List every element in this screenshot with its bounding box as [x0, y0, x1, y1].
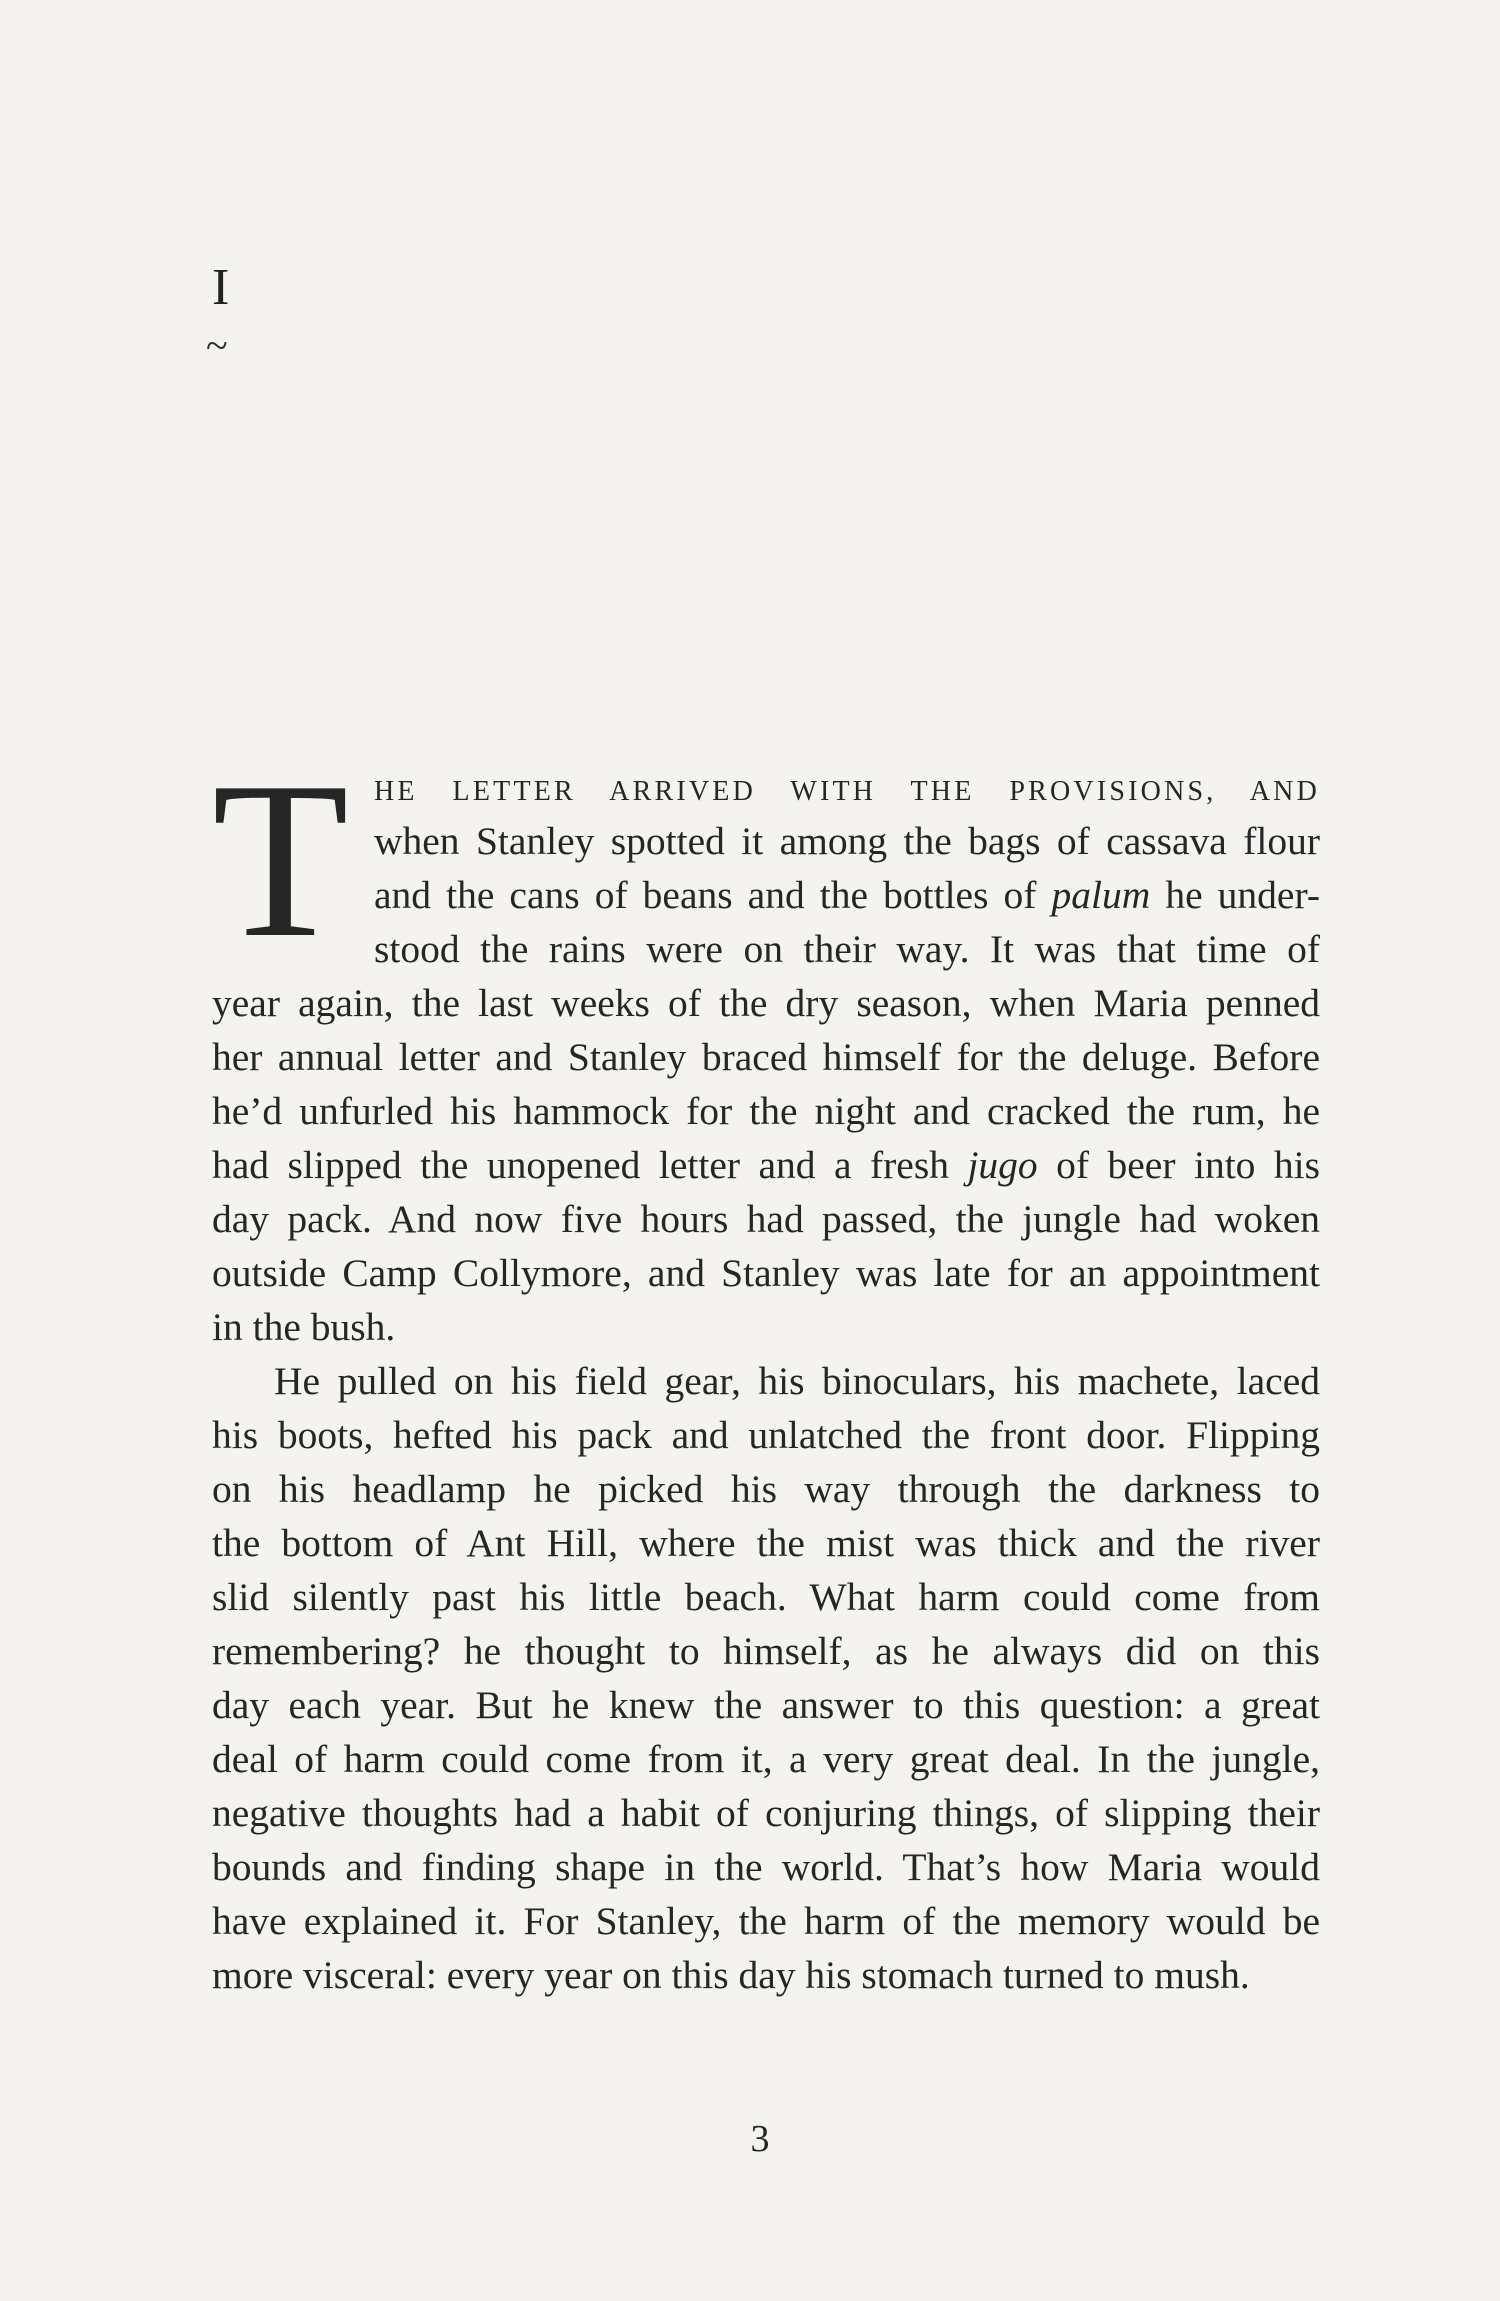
text-line: negative thoughts had a habit of conjuring things, of slipping their	[212, 1791, 1320, 1835]
text-line: he’d unfurled his hammock for the night and cracked the rum, he	[212, 1089, 1320, 1133]
drop-cap: T	[212, 736, 349, 984]
text-line: his boots, hefted his pack and unlatched the front door. Flipping	[212, 1413, 1320, 1457]
chapter-ornament: ~	[206, 323, 228, 368]
text-line: her annual letter and Stanley braced himself for the deluge. Before	[212, 1035, 1320, 1079]
text-line: day each year. But he knew the answer to this question: a great	[212, 1683, 1320, 1727]
text-line: had slipped the unopened letter and a fresh jugo of beer into his	[212, 1143, 1320, 1187]
text-line: when Stanley spotted it among the bags of cassava flour	[374, 819, 1320, 863]
text-line: year again, the last weeks of the dry season, when Maria penned	[212, 981, 1320, 1025]
chapter-number: I	[212, 259, 230, 316]
text-line: in the bush.	[212, 1305, 396, 1349]
text-line: the bottom of Ant Hill, where the mist was thick and the river	[212, 1521, 1320, 1565]
text-line: bounds and finding shape in the world. That’s how Maria would	[212, 1845, 1320, 1889]
text-line: He pulled on his field gear, his binoculars, his machete, laced	[274, 1359, 1320, 1403]
page-number: 3	[750, 2118, 770, 2160]
text-line: on his headlamp he picked his way through the darkness to	[212, 1467, 1320, 1511]
text-line: more visceral: every year on this day his stomach turned to mush.	[212, 1953, 1250, 1997]
text-line: HE LETTER ARRIVED WITH THE PROVISIONS, AND	[374, 776, 1320, 807]
text-line: stood the rains were on their way. It was that time of	[374, 927, 1320, 971]
text-line: slid silently past his little beach. What harm could come from	[212, 1575, 1320, 1619]
text-line: have explained it. For Stanley, the harm of the memory would be	[212, 1899, 1320, 1943]
text-line: and the cans of beans and the bottles of palum he under-	[374, 873, 1320, 917]
text-line: deal of harm could come from it, a very great deal. In the jungle,	[212, 1737, 1320, 1781]
text-line: outside Camp Collymore, and Stanley was late for an appointment	[212, 1251, 1320, 1295]
text-line: day pack. And now five hours had passed, the jungle had woken	[212, 1197, 1320, 1241]
text-line: remembering? he thought to himself, as he always did on this	[212, 1629, 1320, 1673]
